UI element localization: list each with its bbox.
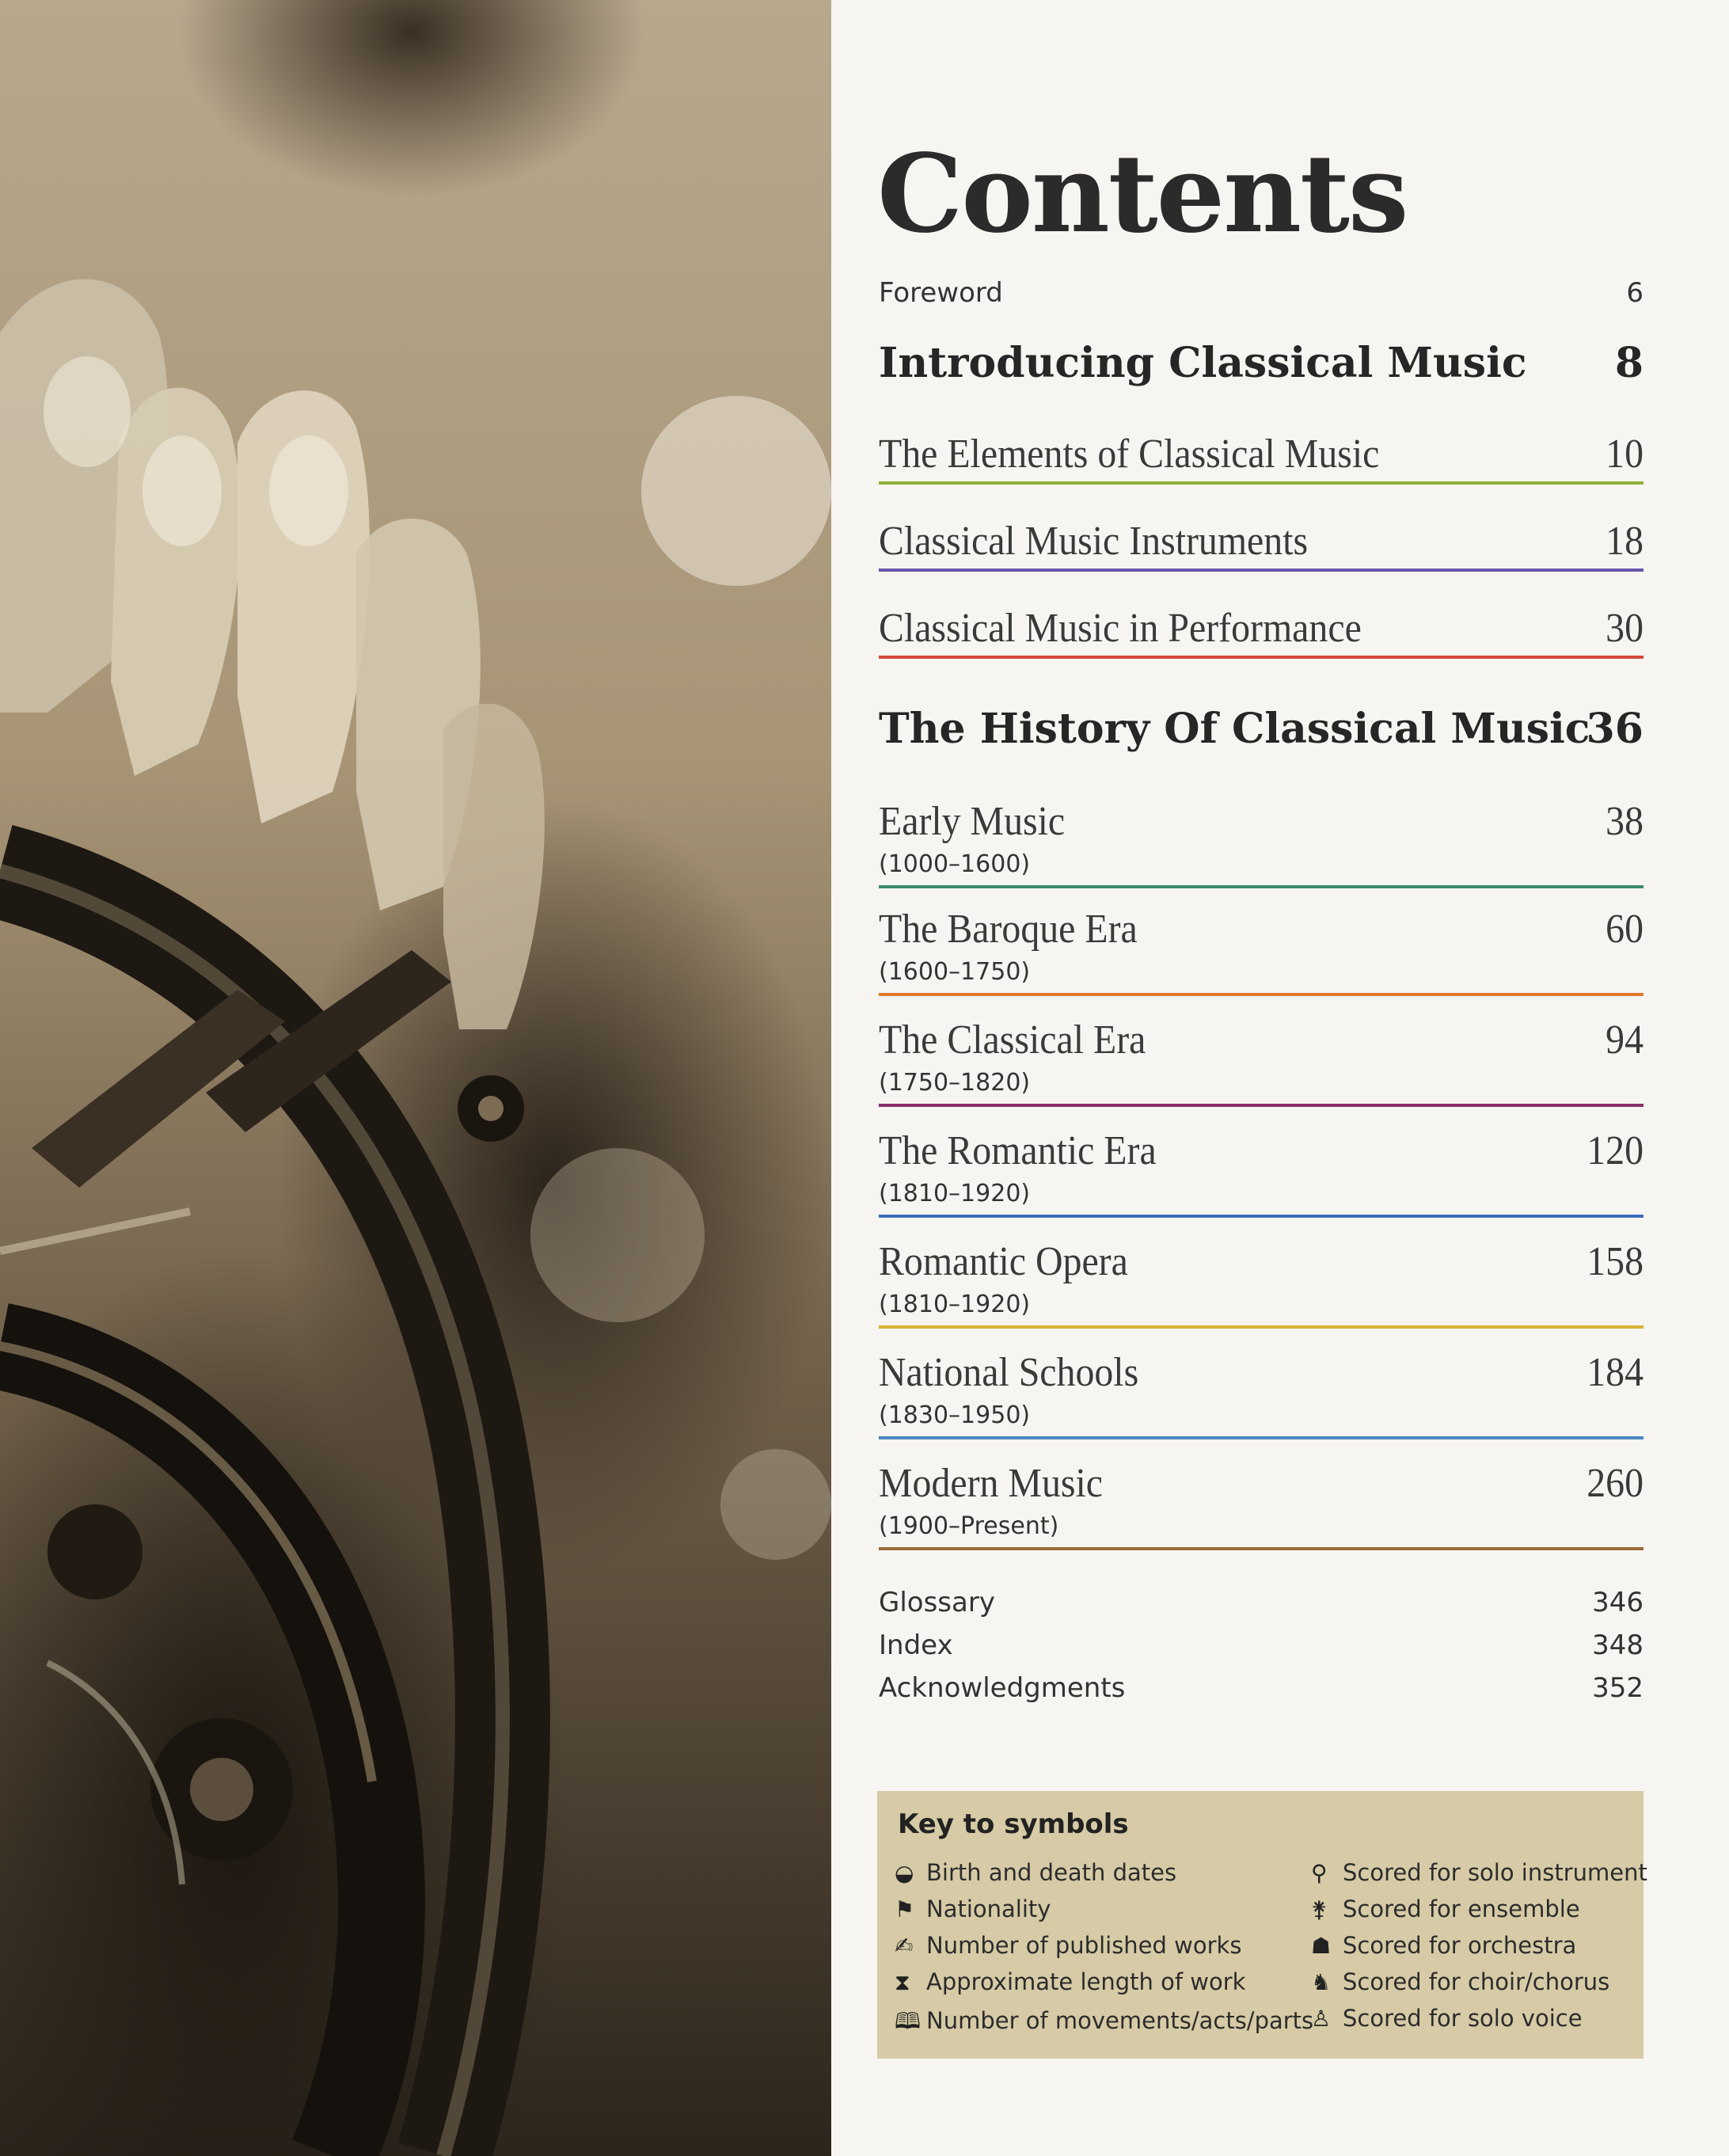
key-label: Number of published works — [926, 1932, 1242, 1959]
toc-dates: (1750–1820) — [879, 1069, 1031, 1097]
key-label: Approximate length of work — [926, 1968, 1246, 1995]
toc-page-number: 184 — [1586, 1350, 1644, 1395]
key-label: Number of movements/acts/parts — [926, 2007, 1314, 2034]
toc-label: National Schools — [879, 1350, 1139, 1395]
key-item-published-works — [895, 1932, 1241, 1959]
key-item-solo-instrument — [1311, 1859, 1647, 1886]
toc-page-number: 120 — [1586, 1128, 1644, 1173]
toc-page-number: 30 — [1606, 606, 1644, 651]
toc-label: The Elements of Classical Music — [879, 432, 1380, 477]
toc-label: Modern Music — [879, 1461, 1104, 1506]
colored-rule — [879, 1436, 1644, 1439]
singer-icon: ♙ — [1311, 2006, 1332, 2032]
toc-label: Acknowledgments — [879, 1672, 1126, 1704]
key-label: Scored for solo voice — [1343, 2005, 1583, 2032]
colored-rule — [879, 1325, 1644, 1329]
toc-page-number: 60 — [1606, 907, 1644, 952]
toc-label: Foreword — [879, 277, 1003, 309]
birth-death-icon: ◒ — [895, 1860, 914, 1886]
orchestra-icon: ☗ — [1311, 1933, 1332, 1959]
colored-rule — [879, 481, 1644, 485]
toc-page-number: 94 — [1606, 1017, 1644, 1063]
key-label: Scored for solo instrument — [1343, 1859, 1647, 1886]
key-label: Nationality — [926, 1896, 1051, 1922]
horn-photo-illustration — [0, 0, 831, 2156]
key-item-solo-voice — [1311, 2005, 1583, 2032]
music-stand-icon: ⚵ — [1311, 1896, 1328, 1922]
colored-rule — [879, 1215, 1644, 1218]
key-item-movements — [895, 2005, 1313, 2043]
colored-rule — [879, 1547, 1644, 1550]
toc-dates: (1900–Present) — [879, 1512, 1059, 1540]
flag-icon: ⚑ — [895, 1896, 915, 1922]
key-item-choir — [1311, 1968, 1609, 1995]
toc-dates: (1810–1920) — [879, 1291, 1031, 1318]
key-label: Scored for orchestra — [1343, 1932, 1577, 1959]
toc-page-number: 348 — [1592, 1629, 1644, 1661]
toc-label: Glossary — [879, 1587, 995, 1618]
key-item-length — [895, 1968, 1245, 1996]
toc-page-number: 10 — [1606, 432, 1644, 477]
toc-dates: (1600–1750) — [879, 958, 1031, 986]
toc-label: Classical Music in Performance — [879, 606, 1362, 651]
toc-page-number: 18 — [1606, 519, 1644, 564]
toc-page-number: 158 — [1586, 1239, 1644, 1284]
toc-page-number: 38 — [1606, 799, 1644, 844]
toc-page-number: 6 — [1626, 277, 1644, 309]
horn-photo — [0, 0, 831, 2156]
key-to-symbols — [877, 1791, 1647, 2059]
toc-dates: (1000–1600) — [879, 850, 1031, 878]
key-item-birth-death — [895, 1859, 1176, 1886]
section-title: Introducing Classical Music — [879, 339, 1527, 387]
key-title: Key to symbols — [898, 1808, 1129, 1840]
toc-label: Classical Music Instruments — [879, 519, 1309, 564]
key-item-orchestra — [1311, 1932, 1576, 1959]
toc-page-number: 352 — [1592, 1672, 1644, 1704]
toc-label: The Baroque Era — [879, 907, 1138, 952]
toc-page-number: 346 — [1592, 1587, 1644, 1618]
page-title: Contents — [877, 131, 1408, 257]
violin-icon: ⚲ — [1311, 1860, 1328, 1886]
toc-label: The Classical Era — [879, 1017, 1146, 1063]
colored-rule — [879, 568, 1644, 572]
colored-rule — [879, 1104, 1644, 1107]
pen-icon: ✍ — [895, 1933, 914, 1959]
key-label: Birth and death dates — [926, 1859, 1177, 1886]
colored-rule — [879, 656, 1644, 659]
toc-dates: (1830–1950) — [879, 1401, 1031, 1429]
key-item-ensemble — [1311, 1896, 1580, 1922]
toc-dates: (1810–1920) — [879, 1180, 1031, 1207]
toc-label: The Romantic Era — [879, 1128, 1157, 1173]
colored-rule — [879, 993, 1644, 996]
toc-page-number: 260 — [1586, 1461, 1644, 1506]
book-icon: 🕮 — [895, 2008, 922, 2034]
key-label: Scored for ensemble — [1343, 1896, 1580, 1922]
choir-icon: ♞ — [1311, 1969, 1332, 1995]
toc-label: Index — [879, 1629, 953, 1661]
colored-rule — [879, 885, 1644, 888]
toc-label: Early Music — [879, 799, 1066, 844]
key-item-nationality — [895, 1896, 1051, 1922]
key-label: Scored for choir/chorus — [1343, 1968, 1610, 1995]
hourglass-icon: ⧗ — [895, 1969, 910, 1995]
toc-label: Romantic Opera — [879, 1239, 1128, 1284]
section-page-number: 36 — [1586, 705, 1644, 753]
section-page-number: 8 — [1614, 339, 1644, 387]
section-title: The History Of Classical Music — [879, 705, 1590, 753]
